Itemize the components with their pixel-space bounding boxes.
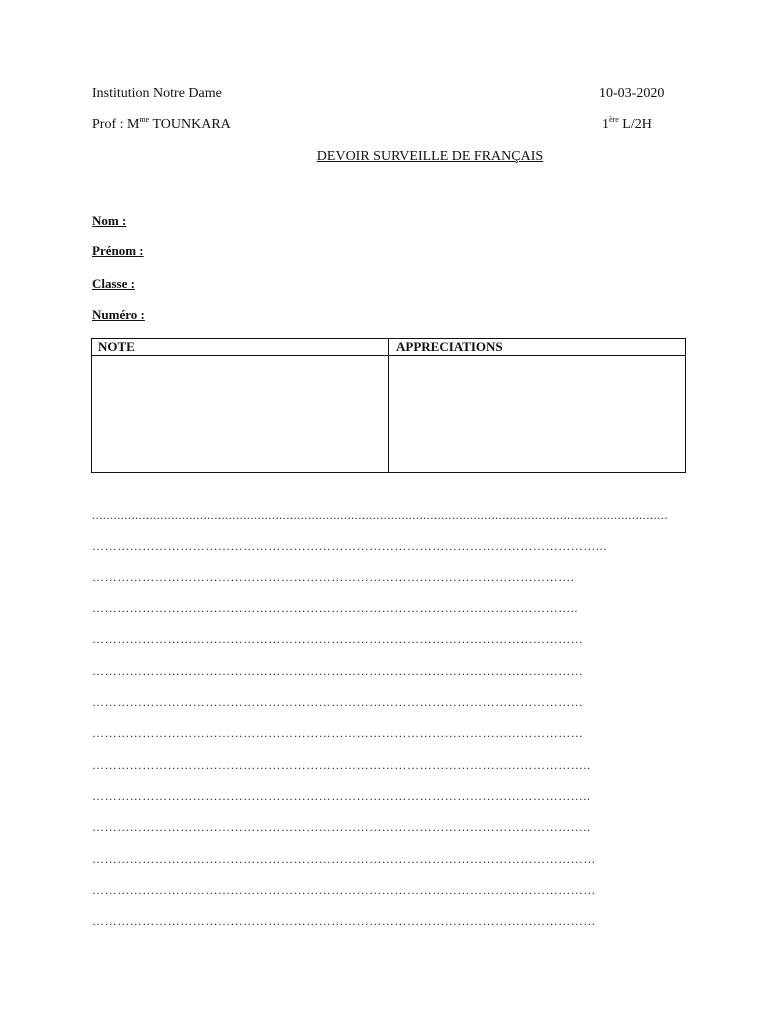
nom-label: Nom : <box>92 213 127 228</box>
answer-line[interactable]: ………………………………………………………………………………………………………… <box>92 852 596 866</box>
document-title: DEVOIR SURVEILLE DE FRANÇAIS <box>316 149 544 164</box>
class-level-superscript: ère <box>609 115 619 124</box>
answer-line[interactable]: ................................................................................................................................................................ <box>92 508 668 522</box>
class-level <box>602 117 652 133</box>
answer-line[interactable]: ……………………………………………………………………………………………………… <box>92 695 584 709</box>
exam-date: 10-03-2020 <box>599 86 665 101</box>
teacher-title-superscript: me <box>139 115 150 124</box>
classe-label: Classe : <box>92 276 135 291</box>
answer-line[interactable]: ………………………………………………………………………………………………………… <box>92 914 596 928</box>
prenom-label: Prénom : <box>92 243 144 258</box>
answer-line[interactable]: ………………………………………………………………………………………………………… <box>92 883 596 897</box>
note-column-header: NOTE <box>98 339 135 354</box>
note-cell[interactable] <box>93 356 387 472</box>
answer-line[interactable]: ……………………………………………………………………………………………………… <box>92 664 584 678</box>
class-level-prefix: 1 <box>602 117 609 132</box>
answer-line[interactable]: ……………………………………………………………………………………………………….. <box>92 758 591 772</box>
answer-line[interactable]: ……………………………………………………………………………………………………. <box>92 570 575 584</box>
teacher-prefix: Prof : M <box>92 117 140 132</box>
class-level-suffix: L/2H <box>618 117 652 132</box>
numero-label: Numéro : <box>92 307 145 322</box>
answer-line[interactable]: ……………………………………………………………………………………………………… <box>92 632 584 646</box>
appreciations-column-header: APPRECIATIONS <box>396 339 503 354</box>
answer-line[interactable]: ……………………………………………………………………………………………………… <box>92 726 584 740</box>
answer-line[interactable]: …………………………………………………………………………………………………….. <box>92 601 578 615</box>
table-column-divider <box>388 339 389 472</box>
teacher-name: TOUNKARA <box>149 117 231 132</box>
grade-table <box>91 338 686 473</box>
institution-name: Institution Notre Dame <box>92 86 222 101</box>
appreciations-cell[interactable] <box>390 356 685 472</box>
answer-line[interactable]: …………………………………………………………………………………………………………... <box>92 539 607 553</box>
teacher-line <box>92 117 231 133</box>
answer-line[interactable]: ……………………………………………………………………………………………………….. <box>92 820 591 834</box>
answer-line[interactable]: ……………………………………………………………………………………………………….. <box>92 789 591 803</box>
